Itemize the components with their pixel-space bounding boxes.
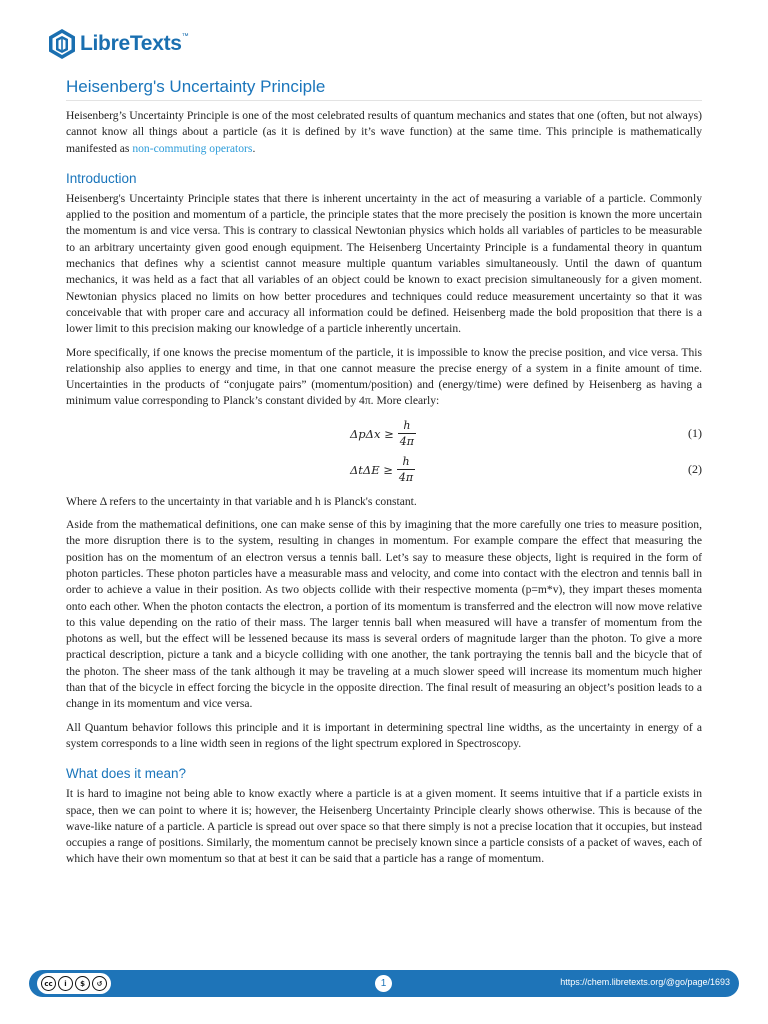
equation-fraction <box>398 419 416 448</box>
intro-text: Heisenberg’s Uncertainty Principle is one of the most celebrated results of quantum mechanics and states that one (often, but not always) cannot know all things about a particle (as it is defined by it’s wave function) at the same time. This principle is mathematically manifested as <box>66 109 702 155</box>
equation-expression <box>350 416 416 452</box>
paragraph: Where Δ refers to the uncertainty in that variable and h is Planck's constant. <box>66 494 417 508</box>
page-title: Heisenberg's Uncertainty Principle <box>66 77 702 101</box>
equation-expression <box>350 452 415 488</box>
equation-lhs: ΔpΔx ≥ <box>350 426 394 441</box>
equation-number: (1) <box>688 426 702 441</box>
paragraph: All Quantum behavior follows this principle and it is important in determining spectral line widths, as the uncertainty in energy of a system corresponds to a line width seen in regions of the light spectrum explored in Spectroscopy. <box>66 720 702 750</box>
section-heading-introduction: Introduction <box>66 170 137 186</box>
section-heading-what-does-it-mean: What does it mean? <box>66 766 187 782</box>
by-icon: i <box>58 976 73 991</box>
page-url[interactable]: https://chem.libretexts.org/@go/page/1693 <box>560 977 730 987</box>
equation-1 <box>66 416 702 452</box>
intro-text-end: . <box>252 141 256 155</box>
equation-denominator: 4π <box>398 471 414 485</box>
equation-lhs: ΔtΔE ≥ <box>350 462 393 477</box>
logo-trademark: ™ <box>181 33 189 40</box>
page-number: 1 <box>375 975 392 992</box>
equation-fraction <box>397 455 415 484</box>
non-commuting-operators-link[interactable]: non-commuting operators <box>132 141 253 155</box>
cc-icon: cc <box>41 976 56 991</box>
intro-paragraph <box>66 108 702 157</box>
paragraph: Aside from the mathematical definitions, one can make sense of this by imagining that the more carefully one tries to measure position, the more disruption there is to the system, resulting in changes in momentum. For example compare the effect that measuring the position has on the momentum of an electron versus a tennis ball. Let’s say to measure these objects, light is required in the form of photon particles. These photon particles have a measurable mass and velocity, and come into contact with the electron and tennis ball in order to achieve a value in their position. As two objects collide with their respective momenta (p=m*v), they impart theses momenta onto each other. When the photon contacts the electron, a portion of its momentum is transferred and the electron will now move relative to this value depending on the ratio of their mass. The larger tennis ball when measured will have a transfer of momentum from the photons as well, but the effect will be lessened because its mass is several orders of magnitude larger than the photon. To give a more practical description, picture a tank and a bicycle colliding with one another, the tank portraying the tennis ball and the bicycle that of the photon. The sheer mass of the tank although it may be traveling at a much slower speed will increase its momentum much higher than that of the bicycle in effect forcing the bicycle in the opposite direction. The final result of measuring an object’s position leads to a change in its momentum and vice versa. <box>66 518 702 711</box>
libretexts-logo[interactable] <box>47 27 189 61</box>
paragraph: More specifically, if one knows the precise momentum of the particle, it is impossible to know the precise position, and vice versa. This relationship also applies to energy and time, in that one cannot measure the precise energy of a system in a finite amount of time. Uncertainties in the products of “conjugate pairs” (momentum/position) and (energy/time) were defined by Heisenberg as having a minimum value corresponding to Planck’s constant divided by 4π. More clearly: <box>66 345 702 408</box>
equation-number: (2) <box>688 462 702 477</box>
equation-numerator: h <box>403 419 411 433</box>
paragraph: Heisenberg's Uncertainty Principle states that there is inherent uncertainty in the act of measuring a variable of a particle. Commonly applied to the position and momentum of a particle, the principle states that the more precisely the position is known the more uncertain the momentum is and vice versa. This is contrary to classical Newtonian physics which holds all variables of particles to be measurable to an arbitrary uncertainty given good enough equipment. The Heisenberg Uncertainty Principle is a fundamental theory in quantum mechanics that defines why a scientist cannot measure multiple quantum variables simultaneously. Until the dawn of quantum mechanics, it was held as a fact that all variables of an object could be known to exact precision simultaneously for a given moment. Newtonian physics placed no limits on how better procedures and techniques could reduce measurement uncertainty so that it was conceivable that with proper care and accuracy all information could be defined. Heisenberg made the bold proposition that there is a lower limit to this precision making our knowledge of a particle inherently uncertain. <box>66 191 702 336</box>
equation-denominator: 4π <box>399 435 414 449</box>
sa-icon: ↺ <box>92 976 107 991</box>
equation-numerator: h <box>402 455 410 469</box>
libretexts-logo-icon <box>47 28 77 60</box>
nc-icon: $ <box>75 976 90 991</box>
document-body <box>66 77 702 868</box>
paragraph: It is hard to imagine not being able to know exactly where a particle is at a given moment. It seems intuitive that if a particle exists in space, then we can point to where it is; however, the Heisenberg Uncertainty Principle clearly shows otherwise. This is because of the wave-like nature of a particle. A particle is spread out over space so that there simply is not a precise location that it occupies, but instead occupies a range of positions. Similarly, the momentum cannot be precisely known since a particle consists of a packet of waves, each of which have their own momentum so that at best it can be said that a particle has a range of momentum. <box>66 787 702 866</box>
logo-text: LibreTexts <box>80 32 182 55</box>
page-footer <box>29 970 739 997</box>
equation-2 <box>66 452 702 488</box>
license-badge[interactable] <box>37 973 111 994</box>
